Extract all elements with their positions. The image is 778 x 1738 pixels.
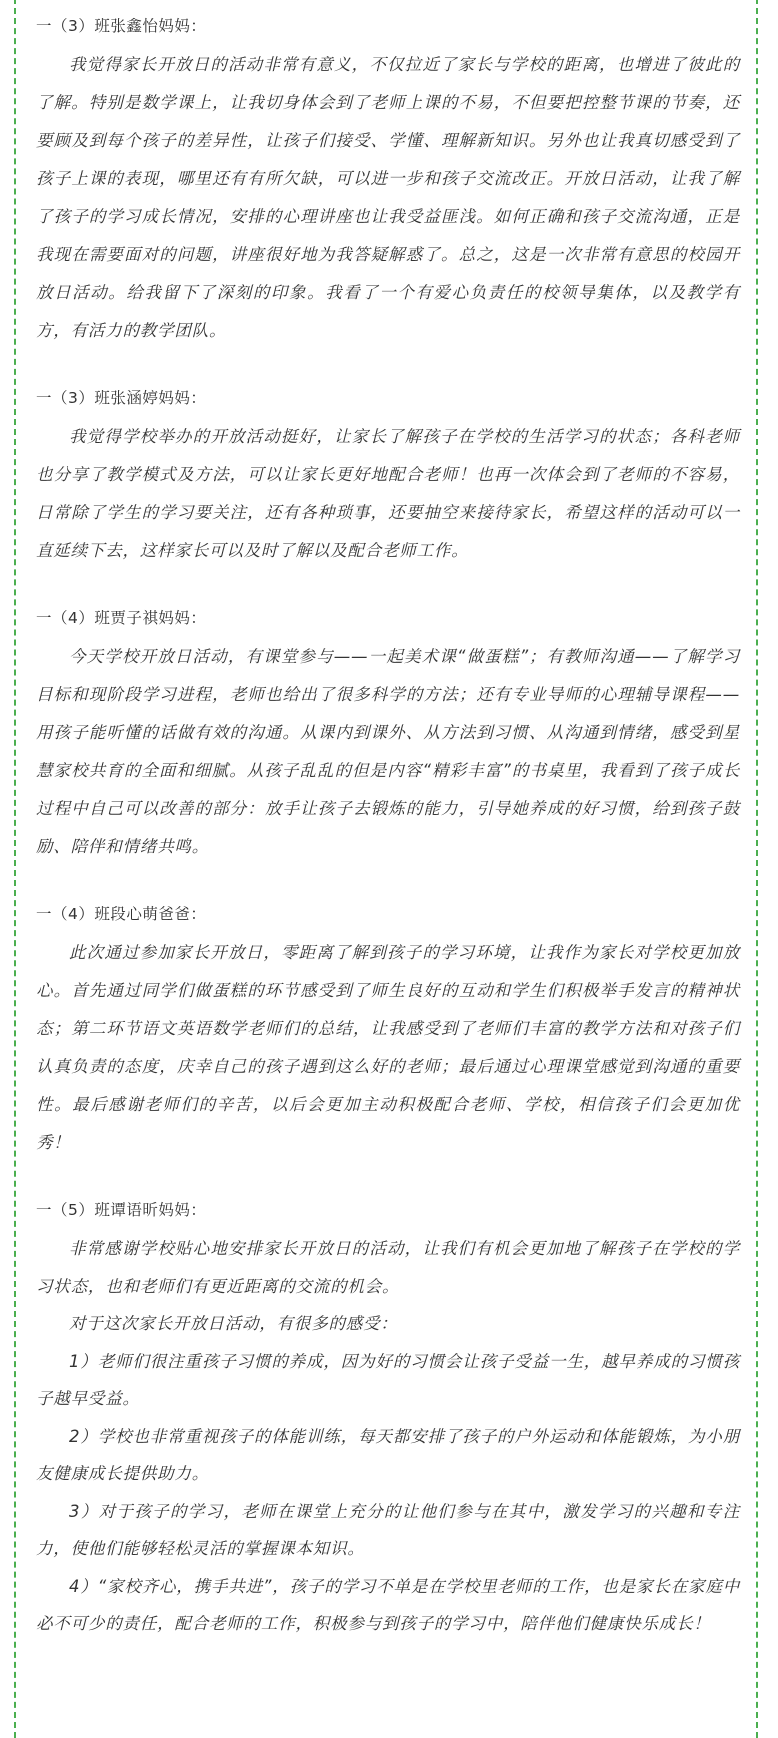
feedback-list-item: 1）老师们很注重孩子习惯的养成，因为好的习惯会让孩子受益一生，越早养成的习惯孩子越早受益。 [36,1351,740,1408]
article-body [36,12,740,1677]
feedback-section [36,604,740,866]
feedback-paragraph: 对于这次家长开放日活动，有很多的感受： [69,1314,398,1333]
parent-name-heading: 一（4）班贾子祺妈妈： [36,609,207,627]
feedback-list-item: 2）学校也非常重视孩子的体能训练，每天都安排了孩子的户外运动和体能锻炼，为小朋友健康成长提供助力。 [36,1426,740,1483]
feedback-paragraph: 此次通过参加家长开放日，零距离了解到孩子的学习环境，让我作为家长对学校更加放心。首先通过同学们做蛋糕的环节感受到了师生良好的互动和学生们积极举手发言的精神状态；第二环节语文英语数学老师们的总结，让我感受到了老师们丰富的教学方法和对孩子们认真负责的态度，庆幸自己的孩子遇到这么好的老师；最后通过心理课堂感觉到沟通的重要性。最后感谢老师们的辛苦，以后会更加主动积极配合老师、学校，相信孩子们会更加优秀！ [36,943,740,1152]
feedback-section [36,900,740,1162]
feedback-section [36,384,740,570]
feedback-section [36,1196,740,1643]
feedback-list-item: 3）对于孩子的学习，老师在课堂上充分的让他们参与在其中，激发学习的兴趣和专注力，使他们能够轻松灵活的掌握课本知识。 [36,1501,740,1558]
feedback-list-item: 4）“家校齐心，携手共进”，孩子的学习不单是在学校里老师的工作，也是家长在家庭中必不可少的责任，配合老师的工作，积极参与到孩子的学习中，陪伴他们健康快乐成长！ [36,1576,740,1633]
feedback-section [36,12,740,350]
feedback-paragraph: 今天学校开放日活动，有课堂参与——一起美术课“做蛋糕”；有教师沟通——了解学习目标和现阶段学习进程，老师也给出了很多科学的方法；还有专业导师的心理辅导课程——用孩子能听懂的话做有效的沟通。从课内到课外、从方法到习惯、从沟通到情绪，感受到星慧家校共育的全面和细腻。从孩子乱乱的但是内容“精彩丰富”的书桌里，我看到了孩子成长过程中自己可以改善的部分：放手让孩子去锻炼的能力，引导她养成的好习惯，给到孩子鼓励、陪伴和情绪共鸣。 [36,647,740,856]
feedback-paragraph: 我觉得学校举办的开放活动挺好，让家长了解孩子在学校的生活学习的状态；各科老师也分享了教学模式及方法，可以让家长更好地配合老师！也再一次体会到了老师的不容易，日常除了学生的学习要关注，还有各种琐事，还要抽空来接待家长，希望这样的活动可以一直延续下去，这样家长可以及时了解以及配合老师工作。 [36,427,740,560]
feedback-paragraph: 非常感谢学校贴心地安排家长开放日的活动，让我们有机会更加地了解孩子在学校的学习状态，也和老师们有更近距离的交流的机会。 [36,1239,740,1296]
feedback-paragraph: 我觉得家长开放日的活动非常有意义，不仅拉近了家长与学校的距离，也增进了彼此的了解。特别是数学课上，让我切身体会到了老师上课的不易，不但要把控整节课的节奏，还要顾及到每个孩子的差异性，让孩子们接受、学懂、理解新知识。另外也让我真切感受到了孩子上课的表现，哪里还有有所欠缺，可以进一步和孩子交流改正。开放日活动，让我了解了孩子的学习成长情况，安排的心理讲座也让我受益匪浅。如何正确和孩子交流沟通，正是我现在需要面对的问题，讲座很好地为我答疑解惑了。总之，这是一次非常有意思的校园开放日活动。给我留下了深刻的印象。我看了一个有爱心负责任的校领导集体，以及教学有方，有活力的教学团队。 [36,55,740,340]
parent-name-heading: 一（3）班张鑫怡妈妈： [36,17,207,35]
parent-name-heading: 一（3）班张涵婷妈妈： [36,389,207,407]
parent-name-heading: 一（4）班段心萌爸爸： [36,905,207,923]
parent-name-heading: 一（5）班谭语昕妈妈： [36,1201,207,1219]
